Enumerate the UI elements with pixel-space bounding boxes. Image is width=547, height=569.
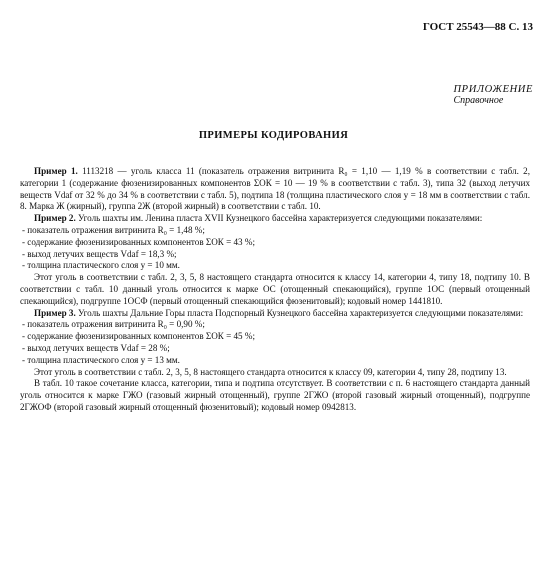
example-3-item: - показатель отражения витринита R₀ = 0,90 %; (22, 319, 205, 330)
example-2-item: - выход летучих веществ Vdaf = 18,3 %; (22, 248, 177, 259)
document-body (20, 166, 530, 414)
appendix-type: Справочное (453, 95, 504, 106)
appendix-title: ПРИЛОЖЕНИЕ (453, 84, 533, 95)
example-3-intro-text: Уголь шахты Дальние Горы пласта Подспорный Кузнецкого бассейна характеризуется следующими показателями: (75, 307, 524, 318)
example-3-item: - толщина пластического слоя y = 13 мм. (22, 354, 180, 365)
example-3-conclusion: Этот уголь в соответствии с табл. 2, 3, 5, 8 настоящего стандарта относится к классу 09, категории 4, типу 28, подтипу 13. (34, 366, 507, 377)
example-2-item: - содержание фюзенизированных компонентов ΣОК = 43 %; (22, 236, 255, 247)
appendix-block (454, 84, 534, 106)
example-3-intro (20, 308, 530, 320)
example-2-item: - толщина пластического слоя y = 10 мм. (22, 260, 180, 271)
example-3-item: - содержание фюзенизированных компонентов ΣОК = 45 %; (22, 331, 255, 342)
example-2-intro-text: Уголь шахты им. Ленина пласта XVII Кузнецкого бассейна характеризуется следующими показателями: (75, 213, 483, 224)
example-2-lead: Пример 2. (34, 213, 76, 224)
example-3-note: В табл. 10 такое сочетание класса, категории, типа и подтипа отсутствует. В соответствии с п. 6 настоящего стандарта данный уголь относится к марке ГЖО (газовый жирный отощенный), группе 2ГЖО (второй газовый жирный отощенный), подгруппе 2ГЖОФ (второй газовый жирный отощенный фюзенитовый); кодовый номер 0942813. (20, 378, 530, 412)
example-2-conclusion: Этот уголь в соответствии с табл. 2, 3, 5, 8 настоящего стандарта относится к классу 14, категории 4, типу 18, подтипу 10. В соответствии с табл. 10 данный уголь относится к марке ОС (отощенный спекающийся), группе 1ОС (первый отощенный спекающийся), подгруппе 1ОСФ (первый отощенный спекающийся фюзенитовый); кодовый номер 1441810. (20, 272, 530, 306)
page-header: ГОСТ 25543—88 С. 13 (422, 21, 533, 33)
example-2-item: - показатель отражения витринита R₀ = 1,48 %; (22, 224, 205, 235)
example-1-paragraph (20, 166, 530, 213)
section-title: ПРИМЕРЫ КОДИРОВАНИЯ (198, 130, 349, 141)
example-3-item: - выход летучих веществ Vdaf = 28 %; (22, 342, 170, 353)
example-1-lead: Пример 1. (34, 166, 78, 176)
example-2-intro (20, 213, 530, 225)
example-3-lead: Пример 3. (34, 307, 76, 318)
example-1-text: 1113218 — уголь класса 11 (показатель отражения витринита R₀ = 1,10 — 1,19 % в соответствии с табл. 2, категории 1 (содержание фюзенизированных компонентов ΣОК = 10 — 19 % в соответствии с табл. 3), типа 32 (выход летучих веществ Vdaf от 32 % до 34 % в соответствии с табл. 5), подтипа 18 (толщина пластического слоя y = 18 мм в соответствии с табл. 8. Марка Ж (жирный), группа 2Ж (второй жирный) в соответствии с табл. 10. (20, 166, 530, 212)
